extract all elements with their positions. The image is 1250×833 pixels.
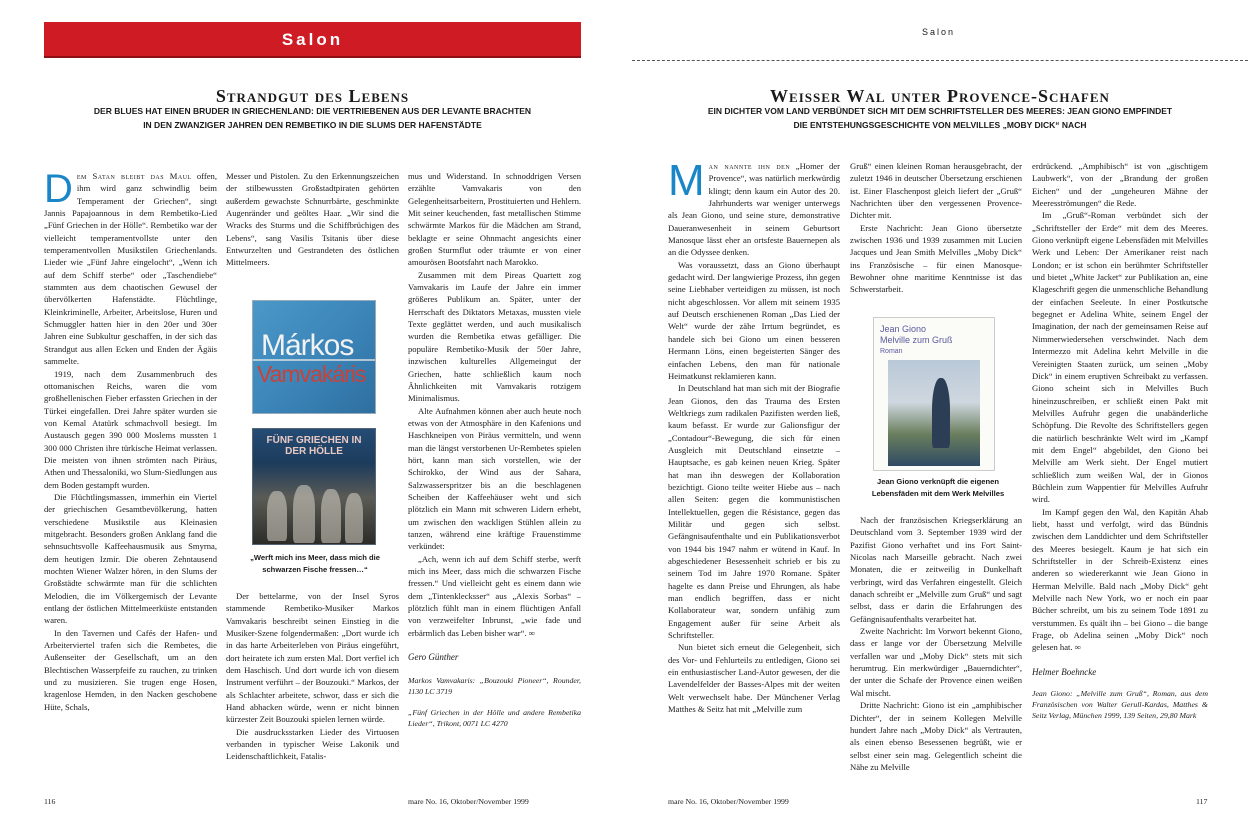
footer-publication: mare No. 16, Oktober/November 1999 — [668, 797, 789, 806]
paragraph: Messer und Pistolen. Zu den Erkennungszeichen der stilbewussten Großstadtpiraten gehörten außerdem gewachste Schnurrbärte, geschminkte Augenränder und geöltes Haar. „Wir sind die Wracks des Sturms und die Schiffbrüchigen des Lebens“, sang Vasilis Tsitanis über diese Entwurzelten und Gestrandeten des östlichen Mittelmeers. — [226, 171, 399, 268]
section-header-band — [44, 22, 581, 58]
page-gutter — [618, 0, 632, 833]
photo-figure — [345, 493, 363, 543]
article-title: Strandgut des Lebens — [215, 86, 410, 106]
paragraph: Erste Nachricht: Jean Giono übersetzte zwischen 1936 und 1939 zusammen mit Lucien Jacques und Jean Smith Melvilles „Moby Dick“ ins Französische – für einen Manosque-Bewohner ohne maritime Kenntnisse ist das Schwerstarbeit. — [850, 222, 1022, 295]
drop-cap: D — [44, 170, 73, 211]
text-column-3 — [1032, 160, 1208, 792]
lead-in: em Satan bleibt das Maul — [76, 171, 192, 181]
cover-text — [880, 324, 953, 357]
album-cover-markos-vamvakaris — [252, 300, 376, 414]
page-number: 116 — [44, 797, 56, 806]
photo-figure — [293, 485, 315, 543]
book-cover-melville-zum-gruss — [873, 317, 995, 471]
text-column-2-bottom — [850, 514, 1022, 792]
right-page — [632, 0, 1250, 833]
article-title: Weisser Wal unter Provence-Schafen — [770, 86, 1110, 106]
section-label: Salon — [281, 30, 344, 49]
drop-cap: M — [668, 160, 705, 205]
text-column-2-top — [226, 170, 399, 300]
credit-line: Markos Vamvakaris: „Bouzouki Pioneer“, Rounder, 1130 LC 3719 — [408, 676, 581, 697]
cover-title: Márkos — [261, 329, 354, 362]
album-cover-rembetika — [252, 428, 376, 545]
cover-subtitle: Vamvakáris — [257, 361, 366, 387]
cover-genre: Roman — [880, 348, 903, 355]
paragraph: Gruß“ einen kleinen Roman herausgebracht, der zuletzt 1946 in deutscher Übersetzung erschienen ist. Einer Flaschenpost gleich liefert der „Gruß“ Nachrichten über den vergessenen Provence-Dichter mit. — [850, 161, 1022, 221]
painting-figure — [932, 378, 950, 448]
paragraph: Der bettelarme, von der Insel Syros stammende Rembetiko-Musiker Markos Vamvakaris beschreibt seinen Einstieg in die Musiker-Szene folgendermaßen: „Dort wurde ich in das harte Arbeiterleben von Piräus eingeführt, dort heiratete ich zum ersten Mal. Dort verfiel ich dem Haschisch. Und dort wurde ich von diesem Instrument verführt – der Bouzouki.“ Markos, der als Schlachter arbeitete, schwor, dass er sich die Hand abhacken würde, wenn er nicht binnen kürzester Zeit Bouzouki spielen lernen würde. — [226, 591, 399, 725]
left-page — [0, 0, 618, 833]
lead-in: an nannte ihn den — [708, 161, 791, 171]
article-subtitle — [44, 104, 581, 132]
paragraph: offen, ihm wird ganz schwindlig beim Temperament der Griechen“, singt Jannis Papajoannous in dem Rembetiko-Lied „Fünf Griechen in der Hölle“. Rembetiko war der vielleicht temperamentvollste unter den temperamentvollen Musikstilen Griechenlands. Lieder wie „Fünf Jahre eingelocht“, „Wenn ich auf dem Schiff sterbe“ oder „Taschendiebe“ stammten aus dem chaotischen Gewusel der übervölkerten Hafenstädte. Flüchtlinge, Kleinkriminelle, Arbeiter, Arbeitslose, Huren und Schmuggler hatten hier in den 20er und 30er Jahren eine Subkultur geschaffen, in der sich das Strandgut aus allen Ecken und Enden der Ägäis sammelte. — [44, 171, 217, 367]
paragraph: Zweite Nachricht: Im Vorwort bekennt Giono, dass er lange vor der Übersetzung Melville verfallen war und „Moby Dick“ stets mit sich herumtrug. Ein merkwürdiger „Bauerndichter“, der unter die Schafe der Provence einen weißen Wal mischt. — [850, 626, 1022, 698]
image-caption: „Werft mich ins Meer, dass mich die schwarzen Fische fressen…“ — [250, 553, 380, 574]
text-column-2-top — [850, 160, 1022, 312]
paragraph: Nun bietet sich erneut die Gelegenheit, sich des Vor- und Fehlurteils zu entledigen, Giono sei ein enthusiastischer Land-Autor gewesen, der die Lavendelfelder der Basses-Alpes mit der weiten Welt verwechselt habe. Der Münchener Verlag Matthes & Seitz hat mit „Melville zum — [668, 642, 840, 715]
paragraph: Nach der französischen Kriegserklärung an Deutschland vom 3. September 1939 wird der Pazifist Giono verhaftet und ins Fort Saint-Nicolas nach Marseille gebracht. Nach zwei Monaten, die er zeitweilig in Dunkelhaft verbringt, wird das Verfahren eingestellt. Gleich danach schreibt er „Melville zum Gruß“ und sagt selbst, dass er darin die Erfahrungen des Gefängnisaufenthalts verarbeitet hat. — [850, 515, 1022, 624]
paragraph: Dritte Nachricht: Giono ist ein „amphibischer Dichter“, der in seinem Kollegen Melville hundert Jahre nach „Moby Dick“ als Vertrauten, als einen ebenso Besessenen begrüßt, wie er selbst einer sein mag. Gelegentlich scheint die Nähe zu Melville — [850, 700, 1022, 772]
cover-painting — [888, 360, 980, 466]
cover-title: FÜNF GRIECHEN IN DER HÖLLE — [266, 435, 362, 457]
text-column-3 — [408, 170, 581, 792]
paragraph: In Deutschland hat man sich mit der Biografie Jean Gionos, den das Trauma des Ersten Weltkriegs zum radikalen Pazifisten werden ließ, kaum befasst. Er wurde zur Galionsfigur der „Contadour“-Bewegung, die sich für einen Ausgleich mit Deutschland einsetzte – Hauptsache, es gab keinen neuen Krieg. Später hat man ihn deswegen der Kollaboration bezichtigt. Giono teilte weiter Hiebe aus – nach allen Seiten: gegen die kommunistischen Intellektuellen, gegen die Résistance, gegen das Militär und gegen sich selbst. Gefängnisaufenthalte und ein Publikationsverbot von 1944 bis 1947 nahm er wütend in Kauf. In abgeschiedener Besessenheit schrieb er bis zu seinem Tod im Jahre 1970 Romane. Später hagelte es dann Preise und Ehrungen, als habe man endlich begriffen, dass er nicht Kollaborateur war, sondern unfähig zum Engagement außer für seine Arbeit als Schriftsteller. — [668, 383, 840, 641]
photo-figure — [267, 491, 287, 541]
author-name: Helmer Boehncke — [1032, 666, 1097, 677]
cover-author: Jean Giono — [880, 324, 927, 334]
text-column-1 — [44, 170, 217, 792]
footer-publication: mare No. 16, Oktober/November 1999 — [408, 797, 529, 806]
paragraph: Die ausdrucksstarken Lieder des Virtuosen verbanden in typischer Weise Lakonik und Leidenschaftlichkeit, Fatalis- — [226, 726, 399, 762]
paragraph: „Homer der Provence“, was natürlich merkwürdig klingt; denn kaum ein Autor des 20. Jahrhunderts war weniger unterwegs als Jean Giono, und seine sture, demonstrative Daueranwesenheit in seinem Geburtsort Manosque lässt eher an ortsfeste Bauernepen als an die Odyssee denken. — [668, 161, 840, 258]
subtitle-line: EIN DICHTER VOM LAND VERBÜNDET SICH MIT DEM SCHRIFTSTELLER DES MEERES: JEAN GIONO EMPFINDET — [707, 106, 1173, 116]
paragraph: In den Tavernen und Cafés der Hafen- und Arbeiterviertel trafen sich die Rembetes, die Außenseiter der Gesellschaft, um an den Blechtischen Wasserpfeife zu rauchen, zu trinken und zu musizieren. Sie trugen enge Hosen, kragenlose Hemden, in den Nacken geschobene Hüte, Schals, — [44, 627, 217, 712]
image-caption: Jean Giono verknüpft die eigenen Lebensfäden mit dem Werk Melvilles — [871, 477, 1005, 498]
subtitle-line: DIE ENTSTEHUNGSGESCHICHTE VON MELVILLES „MOBY DICK“ NACH — [793, 120, 1087, 130]
paragraph: erdrückend. „Amphibisch“ ist von „gischtigem Laubwerk“, von der „Brandung der großen Eichen“ und der „ungeheuren Mähne der Meeresströmungen“ die Rede. — [1032, 161, 1208, 209]
credit-line: „Fünf Griechen in der Hölle und andere Rembetika Lieder“, Trikont, 0071 LC 4270 — [408, 708, 581, 729]
cover-title: Melville zum Gruß — [880, 335, 953, 345]
paragraph: Im „Gruß“-Roman verbündet sich der „Schriftsteller der Erde“ mit dem des Meeres. Giono verknüpft eigene Lebensfäden mit Melvilles Werk und Leben: Der Amerikaner reist nach London; er ist schon ein berühmter Schriftsteller und bietet „White Jacket“ zur Publikation an, eine Klageschrift gegen die unmenschliche Behandlung der einfachen Seeleute. In einer Postkutsche begegnet er Adelina White, seinem Engel der Imagination, der nach der gemeinsamen Reise auf Nimmerwiedersehen verschwindet. Nach dem Intermezzo mit Adelina kehrt Melville in die Vereinigten Staaten zurück, um seinen „Moby Dick“ in einem eruptiven Schreibakt zu verfassen. Giono scheint sich in Melvilles Buch hineinzuschreiben, er schließt einen Pakt mit Melvilles Aufruhr gegen die unabänderliche Schöpfung. Die Revolte des Schriftstellers gegen die natürlich beschränkte Welt wird im „Kampf mit dem Engel“ abgebildet, den Giono bei Melville am Werk sieht. Der Engel mutiert schließlich zum weißen Wal, der in Gionos Büchlein zum Wappentier für Melvilles Aufruhr wird. — [1032, 210, 1208, 505]
paragraph: „Ach, wenn ich auf dem Schiff sterbe, werft mich ins Meer, dass mich die schwarzen Fische fressen.“ Und vielleicht geht es einem dann wie dem „Tintenklecksser“ aus „Alexis Sorbas“ – plötzlich fühlt man in einem flüchtigen Anfall von verzweifelter Inbrunst, „wie fade und erbärmlich das Leben bisher war“. ∞ — [408, 553, 581, 638]
paragraph: 1919, nach dem Zusammenbruch des ottomanischen Reichs, waren die vom großhellenischen Fieber erfassten Griechen in der Türkei eingefallen. Drei Jahre später wurden sie von Kemal Atatürk schmachvoll besiegt. Im Austausch gegen 390 000 Moslems mussten 1 300 000 Christen ihre türkische Heimat verlassen. Die meisten von ihnen strömten nach Piräus, Athen und Thessaloniki, wo Slum-Siedlungen aus dem Boden gestampft wurden. — [44, 368, 217, 490]
page-number: 117 — [1196, 797, 1208, 806]
section-label: Salon — [922, 27, 956, 37]
paragraph: Die Flüchtlingsmassen, immerhin ein Viertel der griechischen Gesamtbevölkerung, hatten verschiedene Musikstile aus Kleinasien mitgebracht. Besonders großen Anklang fand die sehnsuchtsvolle Kaffeehausmusik aus Smyrna, dem heutigen Izmir. Die oberen Zehntausend mochten Wiener Walzer hören, in den Slums der Großstädte schwärmte man für die schlichten Melodien, die im Völkergemisch der Levante entlang der östlichen Mittelmeerküste entstanden waren. — [44, 491, 217, 626]
paragraph: Was voraussetzt, dass an Giono überhaupt gedacht wird. Der langwierige Prozess, ihn gegen seine Liebhaber verteidigen zu müssen, ist noch nicht abgeschlossen. Vor allem mit seinem 1935 auf Deutsch erschienenen Roman „Das Lied der Welt“ wurde der zähe Irrtum begründet, es handele sich bei Giono um einen besseren Hermann Löns, einen begeisterten Sänger des einfachen Lebens, den man für nationale Heimatkunst reklamieren kann. — [668, 259, 840, 381]
paragraph: Zusammen mit dem Pireas Quartett zog Vamvakaris im Laufe der Jahre ein immer größeres Publikum an. Später, unter der Herrschaft des Diktators Metaxas, mussten viele Texte geglättet werden, und auch musikalisch wurden die Rembetika etwas gefälliger. Die populäre Rembetiko-Musik der 50er Jahre, inzwischen kulturelles Allgemeingut der Griechen, hatte schließlich kaum noch Ähnlichkeiten mit Vamvakaris rotzigem Minimalismus. — [408, 269, 581, 404]
text-column-2-bottom — [226, 590, 399, 790]
subtitle-line: DER BLUES HAT EINEN BRUDER IN GRIECHENLAND: DIE VERTRIEBENEN AUS DER LEVANTE BRACHTEN — [93, 106, 532, 116]
article-subtitle — [662, 104, 1218, 132]
author-name: Gero Günther — [408, 652, 459, 663]
subtitle-line: IN DEN ZWANZIGER JAHREN DEN REMBETIKO IN DIE SLUMS DER HAFENSTÄDTE — [143, 120, 482, 130]
photo-figure — [321, 489, 341, 543]
credit-line: Jean Giono: „Melville zum Gruß“, Roman, aus dem Französischen von Walter Gerull-Kardas, Matthes & Seitz Verlag, München 1999, 139 Seiten, 29,80 Mark — [1032, 689, 1208, 721]
paragraph: Im Kampf gegen den Wal, den Kapitän Ahab liebt, hasst und verfolgt, wird das Bündnis zwischen dem Landdichter und dem Schriftsteller des Meeres besiegelt. Kaum je hat sich ein Schriftsteller in der Schreib-Existenz eines anderen so wiedererkannt wie Jean Giono in Herman Melville. Bald nach „Moby Dick“ geht Melville nach New York, wo er noch ein paar Bücher schreibt, um bis zu seinem Tode 1891 zu verstummen. Es quält ihn – bei Giono – die bange Frage, ob Adelina seinen „Moby Dick“ noch gelesen hat. ∞ — [1032, 506, 1208, 653]
section-header-line — [632, 22, 1248, 61]
paragraph: Alte Aufnahmen können aber auch heute noch etwas von der Atmosphäre in den Kafenions und Haschkneipen von Piräus vermitteln, und wenn man die längst verstorbenen Ur-Rembetes spielen hört, kann man sich vorstellen, wie der Schirokko, der Wind aus der Sahara, Salzwasserspritzer bis an die beschlagenen Scheiben der Kaffeehäuser weht und sich plötzlich ein Mann mit schweren Lidern erhebt, um zwischen den wackligen Stühlen allein zu tanzen, während eine kräftige Frauenstimme verkündet: — [408, 405, 581, 552]
paragraph: mus und Widerstand. In schnoddrigen Versen erzählte Vamvakaris von den Gelegenheitsarbeitern, Prostituierten und Hehlern. Mit seiner keuchenden, fast metallischen Stimme schwärmte Markos für die Mädchen am Strand, beklagte er seine Ohnmacht angesichts einer großen Sturmflut oder träumte er von einer amourösen Bootsfahrt nach Marokko. — [408, 171, 581, 268]
text-column-1 — [668, 160, 840, 792]
